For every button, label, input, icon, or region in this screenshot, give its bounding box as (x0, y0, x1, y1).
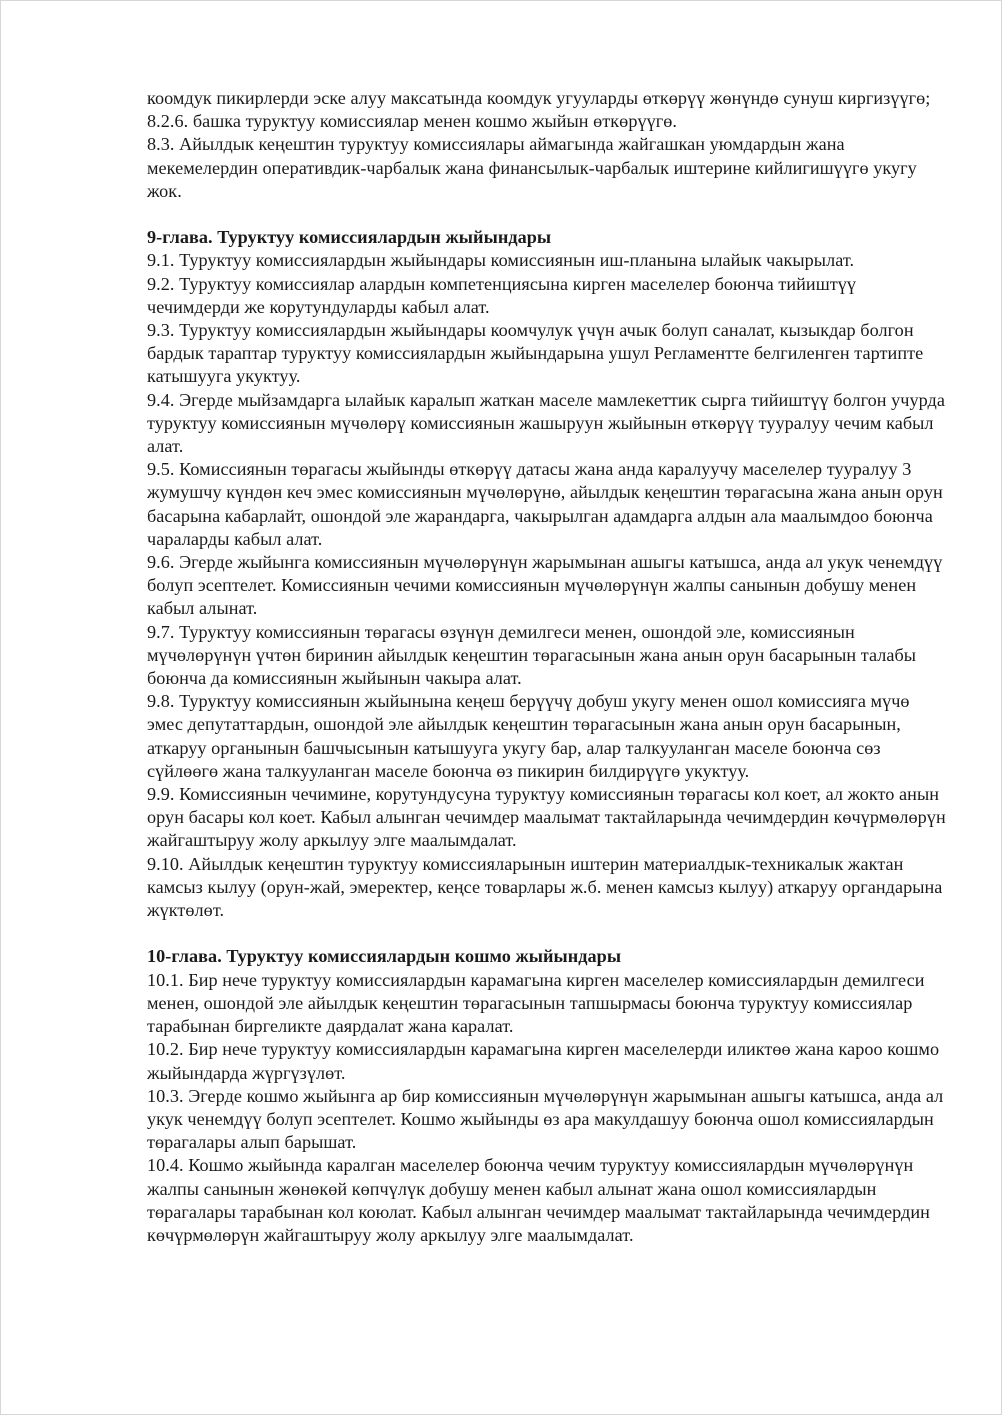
paragraph-8-2-5-continuation: коомдук пикирлерди эске алуу максатында коомдук угууларды өткөрүү жөнүндө сунуш киргизүүгө; (147, 88, 931, 108)
paragraph-9-7: 9.7. Туруктуу комиссиянын төрагасы өзүнүн демилгеси менен, ошондой эле, комиссиянын мүчөлөрүнүн үчтөн биринин айылдык кеңештин төрагасынын жана анын орун басарынын талабы боюнча да комиссиянын жыйынын чакыра алат. (147, 621, 917, 689)
paragraph-10-4: 10.4. Кошмо жыйында каралган маселелер боюнча чечим туруктуу комиссиялардын мүчөлөрүнүн жалпы санынын жөнөкөй көпчүлүк добушу менен кабыл алынат жана ошол комиссиялардын төрагалары тарабынан кол коюлат. Кабыл алынган чечимдер маалымат тактайларында чечимдердин көчүрмөлөрүн жайгаштыруу жолу аркылуу элге маалымдалат. (147, 1155, 930, 1245)
paragraph-9-8: 9.8. Туруктуу комиссиянын жыйынына кеңеш берүүчү добуш укугу менен ошол комиссияга мүчө эмес депутаттардын, ошондой эле айылдык кеңештин төрагасынын жана анын орун басарынын, аткаруу органынын башчысынын катышууга укугу бар, алар талкууланган маселе боюнча сөз сүйлөөгө жана талкууланган маселе боюнча өз пикирин билдирүүгө укуктуу. (147, 691, 910, 781)
paragraph-9-9: 9.9. Комиссиянын чечимине, корутундусуна туруктуу комиссиянын төрагасы кол коет, ал жокто анын орун басары кол коет. Кабыл алынган чечимдер маалымат тактайларында чечимдердин көчүрмөлөрүн жайгаштыруу жолу аркылуу элге маалымдалат. (147, 784, 946, 851)
paragraph-10-2: 10.2. Бир нече туруктуу комиссиялардын карамагына кирген маселелерди иликтөө жана карoo кошмо жыйындарда жүргүзүлөт. (147, 1039, 940, 1083)
paragraph-9-2: 9.2. Туруктуу комиссиялар алардын компетенциясына кирген маселелер боюнча тийиштүү чечимдерди же корутундуларды кабыл алат. (147, 273, 857, 317)
chapter-9-heading: 9-глава. Туруктуу комиссиялардын жыйындары (147, 227, 552, 248)
paragraph-9-10: 9.10. Айылдык кеңештин туруктуу комиссияларынын иштерин материалдык-техникалык жактан камсыз кылуу (орун-жай, эмеректер, кеңсе товарлары ж.б. менен камсыз кылуу) аткаруу органдарына жүктөлөт. (147, 853, 943, 921)
blank-line (147, 203, 947, 226)
paragraph-9-6: 9.6. Эгерде жыйынга комиссиянын мүчөлөрүнүн жарымынан ашыгы катышса, анда ал укук ченемдүү болуп эсептелет. Комиссиянын чечими комиссиянын мүчөлөрүнүн жалпы санынын добушу менен кабыл алынат. (147, 552, 943, 619)
paragraph-10-1: 10.1. Бир нече туруктуу комиссиялардын карамагына кирген маселелер комиссиялардын демилгеси менен, ошондой эле айылдык кеңештин төрагасынын тапшырмасы боюнча туруктуу комиссиялар тарабынан биргеликте даярдалат жана каралат. (147, 969, 925, 1037)
paragraph-10-3: 10.3. Эгерде кошмо жыйынга ар бир комиссиянын мүчөлөрүнүн жарымынан ашыгы катышса, анда ал укук ченемдүү болуп эсептелет. Кошмо жыйынды өз ара макулдашуу боюнча ошол комиссиялардын төрагалары алып барышат. (147, 1085, 944, 1153)
paragraph-8-3: 8.3. Айылдык кеңештин туруктуу комиссиялары аймагында жайгашкан уюмдардын жана мекемелердин оперативдик-чарбалык жана финансылык-чарбалык иштерине кийлигишүүгө укугу жок. (147, 134, 917, 201)
chapter-10-heading: 10-глава. Туруктуу комиссиялардын кошмо жыйындары (147, 946, 622, 967)
paragraph-9-1: 9.1. Туруктуу комиссиялардын жыйындары комиссиянын иш-планына ылайык чакырылат. (147, 250, 855, 271)
paragraph-8-2-6: 8.2.6. башка туруктуу комиссиялар менен кошмо жыйын өткөрүүгө. (147, 111, 678, 132)
blank-line (147, 922, 947, 945)
paragraph-9-3: 9.3. Туруктуу комиссиялардын жыйындары коомчулук үчүн ачык болуп саналат, кызыкдар болгон бардык тараптар туруктуу комиссиялардын жыйындарына ушул Регламентте белгиленген тартипте катышууга укуктуу. (147, 320, 924, 387)
document-body (147, 87, 947, 1247)
paragraph-9-5: 9.5. Комиссиянын төрагасы жыйынды өткөрүү датасы жана анда каралуучу маселелер тууралуу 3 жумушчу күндөн кеч эмес комиссиянын мүчөлөрүнө, айылдык кеңештин төрагасына жана анын орун басарына кабарлайт, ошондой эле жарандарга, чакырылган адамдарга алдын ала маалымдоо боюнча чараларды кабыл алат. (147, 459, 943, 549)
paragraph-9-4: 9.4. Эгерде мыйзамдарга ылайык каралып жаткан маселе мамлекеттик сырга тийиштүү болгон учурда туруктуу комиссиянын мүчөлөрү комиссиянын жашыруун жыйынын өткөрүү тууралуу чечим кабыл алат. (147, 389, 945, 457)
